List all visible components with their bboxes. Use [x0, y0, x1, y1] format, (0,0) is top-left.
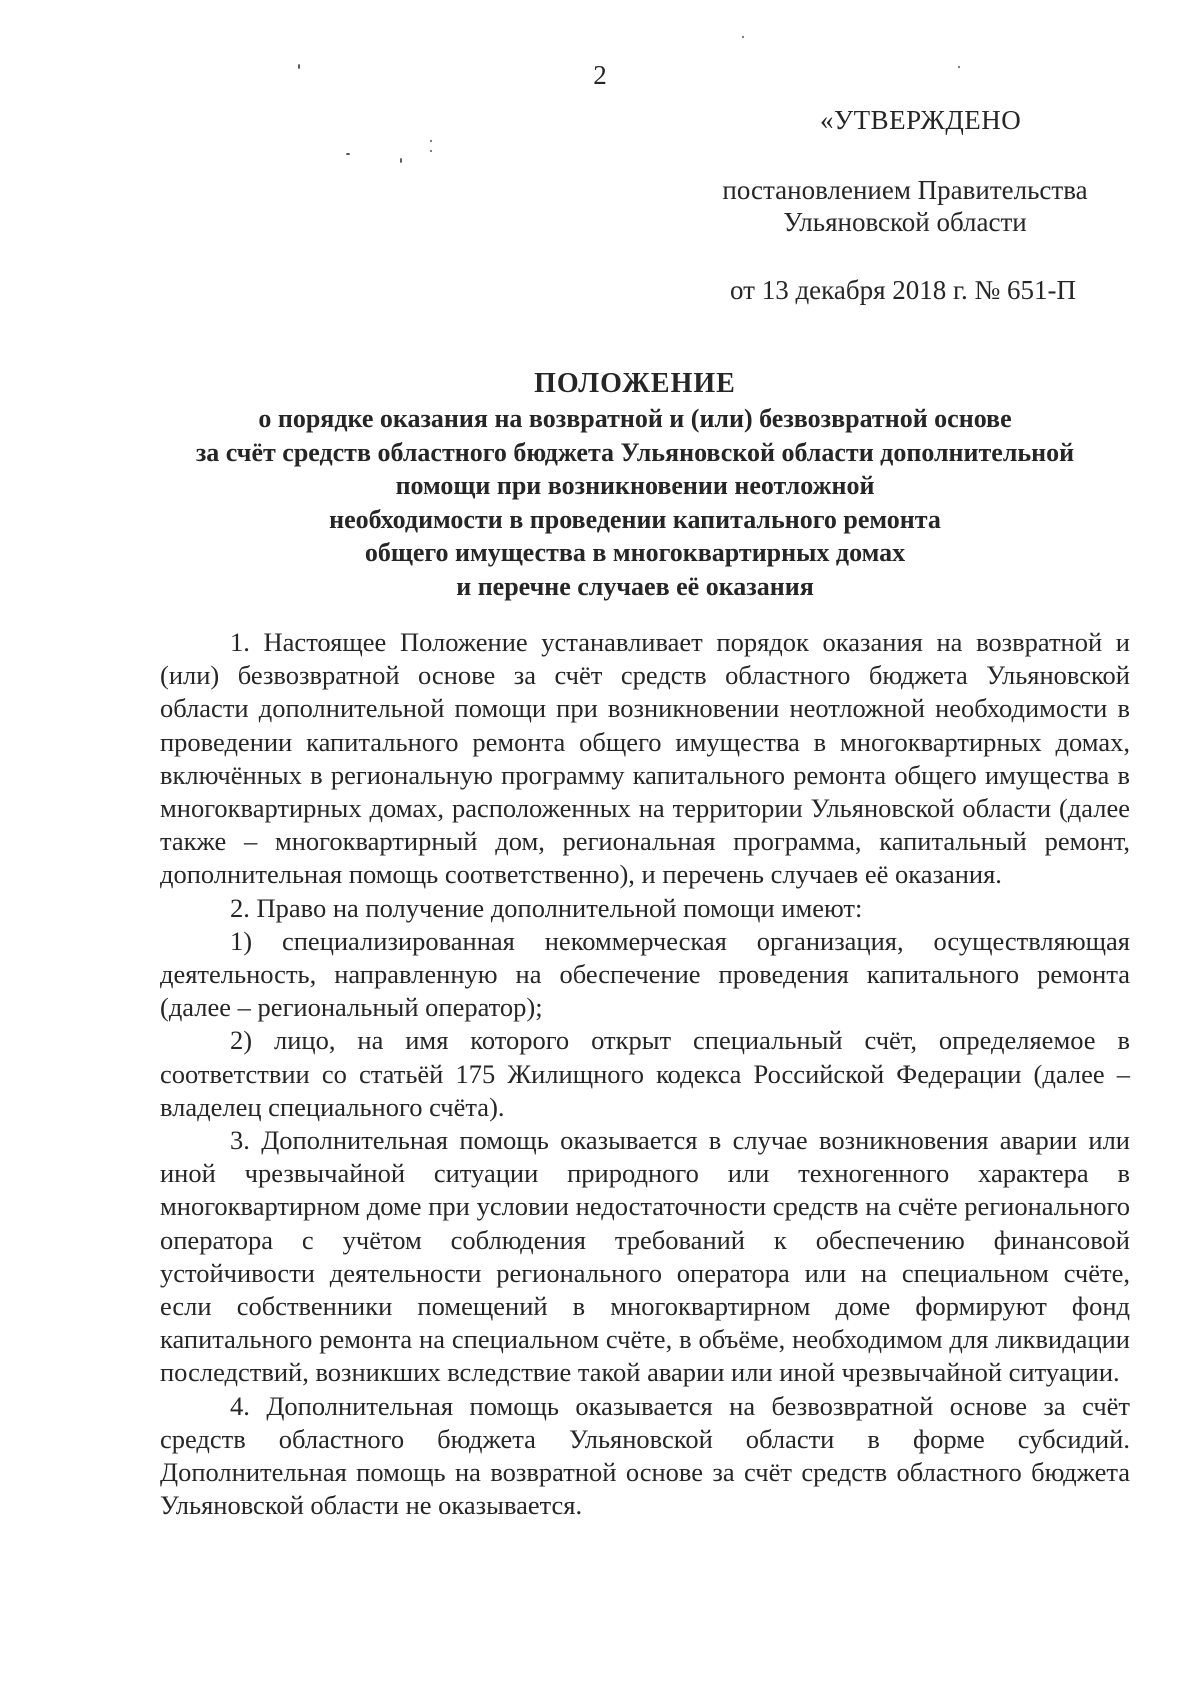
- title-line: помощи при возникновении неотложной: [395, 471, 875, 500]
- document-title: [150, 366, 1120, 603]
- document-body: [160, 626, 1130, 1522]
- title-main: ПОЛОЖЕНИЕ: [534, 368, 736, 399]
- title-line: за счёт средств областного бюджета Ульяновской области дополнительной: [195, 437, 1075, 467]
- decree-line: Ульяновской области: [783, 207, 1027, 237]
- decree-line: постановлением Правительства: [722, 175, 1088, 205]
- paragraph: 1. Настоящее Положение устанавливает порядок оказания на возвратной и (или) безвозвратной основе за счёт средств областного бюджета Ульяновской области дополнительной помощи при возникновении неотложной необходимости в проведении капитального ремонта общего имущества в многоквартирных домах, включённых в региональную программу капитального ремонта общего имущества в многоквартирных домах, расположенных на территории Ульяновской области (далее также – многоквартирный дом, региональная программа, капитальный ремонт, дополнительная помощь соответственно), и перечень случаев её оказания.: [160, 627, 1130, 890]
- title-line: общего имущества в многоквартирных домах: [364, 538, 906, 567]
- scan-speck: [430, 140, 432, 142]
- title-line: и перечне случаев её оказания: [456, 571, 814, 601]
- title-line: о порядке оказания на возвратной и (или) безвозвратной основе: [258, 404, 1012, 433]
- paragraph: 1) специализированная некоммерческая организация, осуществляющая деятельность, направленную на обеспечение проведения капитального ремонта (далее – региональный оператор);: [160, 925, 1130, 1023]
- decree-date: от 13 декабря 2018 г. № 651-П: [730, 275, 1077, 305]
- scan-speck: [400, 158, 402, 163]
- scan-speck: [430, 150, 432, 152]
- decree-reference: [700, 174, 1110, 238]
- paragraph: 4. Дополнительная помощь оказывается на безвозвратной основе за счёт средств областного бюджета Ульяновской области в форме субсидий. Дополнительная помощь на возвратной основе за счёт средств областного бюджета Ульяновской области не оказывается.: [160, 1390, 1130, 1521]
- paragraph: 2) лицо, на имя которого открыт специальный счёт, определяемое в соответствии со статьёй 175 Жилищного кодекса Российской Федерации (далее – владелец специального счёта).: [160, 1025, 1130, 1122]
- page-number: 2: [593, 60, 607, 90]
- approved-label: «УТВЕРЖДЕНО: [820, 105, 1022, 135]
- scan-speck: [346, 153, 350, 155]
- paragraph: 3. Дополнительная помощь оказывается в случае возникновения аварии или иной чрезвычайной ситуации природного или техногенного характера в многоквартирном доме при условии недостаточности средств на счёте регионального оператора с учётом соблюдения требований к обеспечению финансовой устойчивости деятельности регионального оператора или на специальном счёте, если собственники помещений в многоквартирном доме формируют фонд капитального ремонта на специальном счёте, в объёме, необходимом для ликвидации последствий, возникших вследствие такой аварии или иной чрезвычайной ситуации.: [160, 1125, 1130, 1388]
- title-line: необходимости в проведении капитального ремонта: [329, 504, 941, 534]
- scan-speck: [742, 36, 744, 38]
- paragraph: 2. Право на получение дополнительной помощи имеют:: [230, 892, 863, 923]
